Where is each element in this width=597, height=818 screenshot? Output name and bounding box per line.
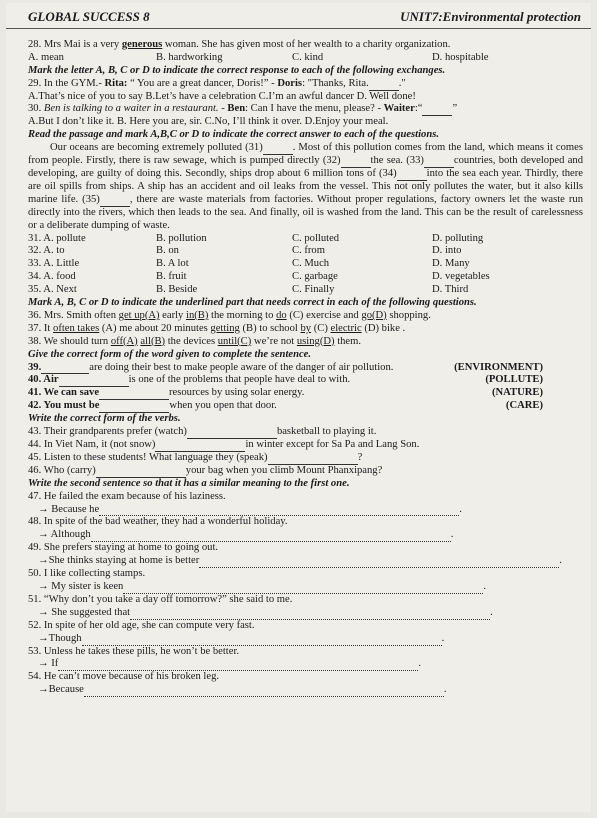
rewrite-question: 53. Unless he takes these pills, he won’t be better. xyxy=(28,645,240,657)
answer-blank[interactable] xyxy=(96,468,186,478)
question-28-options xyxy=(28,52,583,65)
sentence-text: when you open that door. xyxy=(169,400,277,412)
worksheet-content xyxy=(6,29,591,697)
answer-blank[interactable] xyxy=(422,106,452,116)
section-heading-rewrite: Write the second sentence so that it has a similar meaning to the first one. xyxy=(28,477,350,489)
rewrite-answer xyxy=(28,658,583,671)
answer-blank[interactable] xyxy=(99,390,169,400)
reading-passage: Our oceans are becoming extremely polluted (31) . Most of this pollution comes from the land, which means it comes from people. Firstly, there is raw sewage, which is pumped directly (32) the sea. (33) countries, both developed and developing, are guilty of doing this. Secondly, ships drop about 6 million tons of (34) into the sea each year. Thirdly, there are oil spills from ships. A ship has an accident and oil leaks from the vessel. This not only pollutes the water, but it also kills marine life. (35) , there are waste materials from factories. Without proper regulations, factory owners let the waste run directly into the rivers, which then leads to the sea. And finally, oil is washed from the land. This can be the result of carelessness or a deliberate dumping of waste. xyxy=(28,142,583,231)
verb-prompt: 45. Listen to these students! What language they (speak) xyxy=(28,451,268,463)
passage-question-row xyxy=(28,271,583,284)
keyword: (POLLUTE) xyxy=(485,374,543,386)
passage-options xyxy=(28,233,583,298)
option: 35. A. Next xyxy=(28,284,77,296)
option: B. Beside xyxy=(156,284,198,296)
word-form-sentence xyxy=(28,387,304,400)
verb-rest: in winter except for Sa Pa and Lang Son. xyxy=(245,439,420,450)
answer-stem: →She thinks staying at home is better xyxy=(38,555,200,567)
answer-line[interactable] xyxy=(84,687,444,697)
option: D. Third xyxy=(432,284,469,296)
blank-32[interactable] xyxy=(341,158,371,168)
option-b: B. hardworking xyxy=(156,51,223,63)
answer-line[interactable] xyxy=(58,661,418,671)
rewrite-answer xyxy=(28,555,583,568)
verb-prompt: 43. Their grandparents prefer (watch) xyxy=(28,426,187,438)
verb-question xyxy=(28,465,583,478)
end-dot: . xyxy=(441,632,445,644)
answer-stem: →Though xyxy=(38,632,82,644)
section-heading-word-form: Give the correct form of the word given to complete the sentence. xyxy=(28,348,312,360)
verb-rest: your bag when you climb Mount Phanxipang? xyxy=(185,464,383,476)
verb-prompt: 46. Who (carry) xyxy=(28,464,96,476)
answer-stem: → My sister is keen xyxy=(38,580,124,592)
option: C. Much xyxy=(292,258,330,270)
answer-stem: →Because xyxy=(38,684,84,696)
question-30: 30. Ben is talking to a waiter in a restaurant. - Ben: Can I have the menu, please? - Waiter:“ ” xyxy=(28,103,458,115)
rewrite-question: 51. “Why don’t you take a day off tomorrow?” she said to me. xyxy=(28,593,293,605)
answer-stem: → Because he xyxy=(38,503,100,515)
sentence-text: are doing their best to make people aware of the danger of air pollution. xyxy=(89,361,394,373)
question-29: 29. In the GYM.- Rita: “ You are a great dancer, Doris!” - Doris: "Thanks, Rita. ." xyxy=(28,77,406,89)
passage-question-row xyxy=(28,284,583,297)
rewrite-answer xyxy=(28,633,583,646)
word-form-question xyxy=(28,374,583,387)
question-number: 42. You must be xyxy=(28,400,100,412)
keyword: (CARE) xyxy=(505,400,543,412)
keyword: (ENVIRONMENT) xyxy=(454,361,543,373)
header-right: UNIT7:Environmental protection xyxy=(400,9,581,24)
rewrite-question: 48. In spite of the bad weather, they had a wonderful holiday. xyxy=(28,516,288,528)
question-number: 41. We can save xyxy=(28,387,100,399)
option: C. garbage xyxy=(292,271,338,283)
section-heading-exchanges: Mark the letter A, B, C or D to indicate the correct response to each of the following exchanges. xyxy=(28,64,446,76)
verb-question xyxy=(28,439,583,452)
passage-question-row xyxy=(28,233,583,246)
rewrite-question: 54. He can’t move because of his broken leg. xyxy=(28,671,220,683)
option: 32. A. to xyxy=(28,245,65,257)
section-heading-passage: Read the passage and mark A,B,C or D to indicate the correct answer to each of the questions. xyxy=(28,129,440,141)
question-38: 38. We should turn off(A) all(B) the devices until(C) we’re not using(D) them. xyxy=(28,335,362,347)
option: D. vegetables xyxy=(432,271,490,283)
option: D. Many xyxy=(432,258,470,270)
rewrite-question: 52. In spite of her old age, she can compute very fast. xyxy=(28,619,255,631)
option: C. polluted xyxy=(292,232,340,244)
rewrite-answer xyxy=(28,684,583,697)
answer-blank[interactable] xyxy=(187,429,277,439)
end-dot: . xyxy=(450,529,454,541)
rewrite-question: 47. He failed the exam because of his laziness. xyxy=(28,490,226,502)
end-dot: . xyxy=(559,555,562,567)
option: D. polluting xyxy=(432,232,484,244)
section-heading-error-identification: Mark A, B, C or D to indicate the underlined part that needs correct in each of the following questions. xyxy=(28,297,477,309)
answer-line[interactable] xyxy=(130,610,490,620)
keyword: (NATURE) xyxy=(491,387,543,399)
option-d: D. hospitable xyxy=(432,51,489,63)
word-form-sentence xyxy=(28,400,277,413)
sentence-text: resources by using solar energy. xyxy=(169,387,305,399)
answer-line[interactable] xyxy=(99,506,459,516)
question-number: 39. xyxy=(28,361,42,373)
answer-blank[interactable] xyxy=(41,364,89,374)
passage-question-row xyxy=(28,245,583,258)
word-form-question xyxy=(28,387,583,400)
word-form-question xyxy=(28,400,583,413)
end-dot: . xyxy=(418,658,421,670)
answer-stem: → Although xyxy=(38,529,91,541)
option-c: C. kind xyxy=(292,51,324,63)
blank-33[interactable] xyxy=(424,158,454,168)
passage-question-row xyxy=(28,258,583,271)
question-30-options: A.But I don’t like it. B. Here you are, sir. C.No, I’ll think it over. D.Enjoy your meal. xyxy=(28,116,389,128)
blank-34[interactable] xyxy=(397,171,427,181)
word-form-sentence xyxy=(28,362,393,375)
answer-blank[interactable] xyxy=(268,455,358,465)
answer-line[interactable] xyxy=(123,584,483,594)
word-form-list xyxy=(28,362,583,414)
answer-blank[interactable] xyxy=(59,377,129,387)
rewrite-answer xyxy=(28,581,583,594)
verb-rest: ? xyxy=(357,451,363,463)
blank-31[interactable] xyxy=(263,145,293,155)
option: B. A lot xyxy=(156,258,189,270)
blank-35[interactable] xyxy=(100,197,130,207)
option: B. on xyxy=(156,245,179,257)
question-number: 40. Air xyxy=(28,374,59,386)
word-form-sentence xyxy=(28,374,350,387)
option: B. fruit xyxy=(156,271,187,283)
option: C. from xyxy=(292,245,325,257)
verb-question xyxy=(28,426,583,439)
answer-stem: → If xyxy=(38,658,59,670)
answer-stem: → She suggested that xyxy=(38,606,131,618)
answer-blank[interactable] xyxy=(155,442,245,452)
option: B. pollution xyxy=(156,232,207,244)
section-heading-verbs: Write the correct form of the verbs. xyxy=(28,413,181,425)
option: D. into xyxy=(432,245,462,257)
question-29-options: A.That’s nice of you to say B.Let’s have a celebration C.I’m an awful dancer D. Well done! xyxy=(28,90,416,102)
verb-prompt: 44. In Viet Nam, it (not snow) xyxy=(28,439,156,450)
answer-line[interactable] xyxy=(199,558,559,568)
sentence-text: is one of the problems that people have deal to with. xyxy=(128,374,351,386)
answer-blank[interactable] xyxy=(99,403,169,413)
rewrite-answer xyxy=(28,529,583,542)
rewrite-answer xyxy=(28,504,583,517)
worksheet-header xyxy=(6,3,591,24)
option: C. Finally xyxy=(292,284,335,296)
rewrite-answer xyxy=(28,607,583,620)
header-left: GLOBAL SUCCESS 8 xyxy=(28,9,150,24)
rewrite-question: 50. I like collecting stamps. xyxy=(28,568,146,580)
end-dot: . xyxy=(490,606,493,618)
question-28: 28. Mrs Mai is a very generous woman. She has given most of her wealth to a charity organization. xyxy=(28,38,451,50)
option: 33. A. Little xyxy=(28,258,80,270)
answer-line[interactable] xyxy=(82,636,442,646)
end-dot: . xyxy=(459,503,462,515)
option-a: A. mean xyxy=(28,51,64,63)
end-dot: . xyxy=(443,684,447,696)
question-36: 36. Mrs. Smith often get up(A) early in(B) the morning to do (C) exercise and go(D) shopping. xyxy=(28,309,431,321)
word-form-question xyxy=(28,362,583,375)
verb-list xyxy=(28,426,583,478)
question-37: 37. It often takes (A) me about 20 minutes getting (B) to school by (C) electric (D) bike . xyxy=(28,322,406,334)
verb-question xyxy=(28,452,583,465)
worksheet-page xyxy=(6,3,591,812)
option: 34. A. food xyxy=(28,271,76,283)
rewrite-list xyxy=(28,491,583,698)
option: 31. A. pollute xyxy=(28,232,86,244)
answer-blank[interactable] xyxy=(369,81,399,91)
end-dot: . xyxy=(483,580,486,592)
verb-rest: basketball to playing it. xyxy=(276,426,377,438)
answer-line[interactable] xyxy=(91,532,451,542)
rewrite-question: 49. She prefers staying at home to going out. xyxy=(28,542,219,554)
